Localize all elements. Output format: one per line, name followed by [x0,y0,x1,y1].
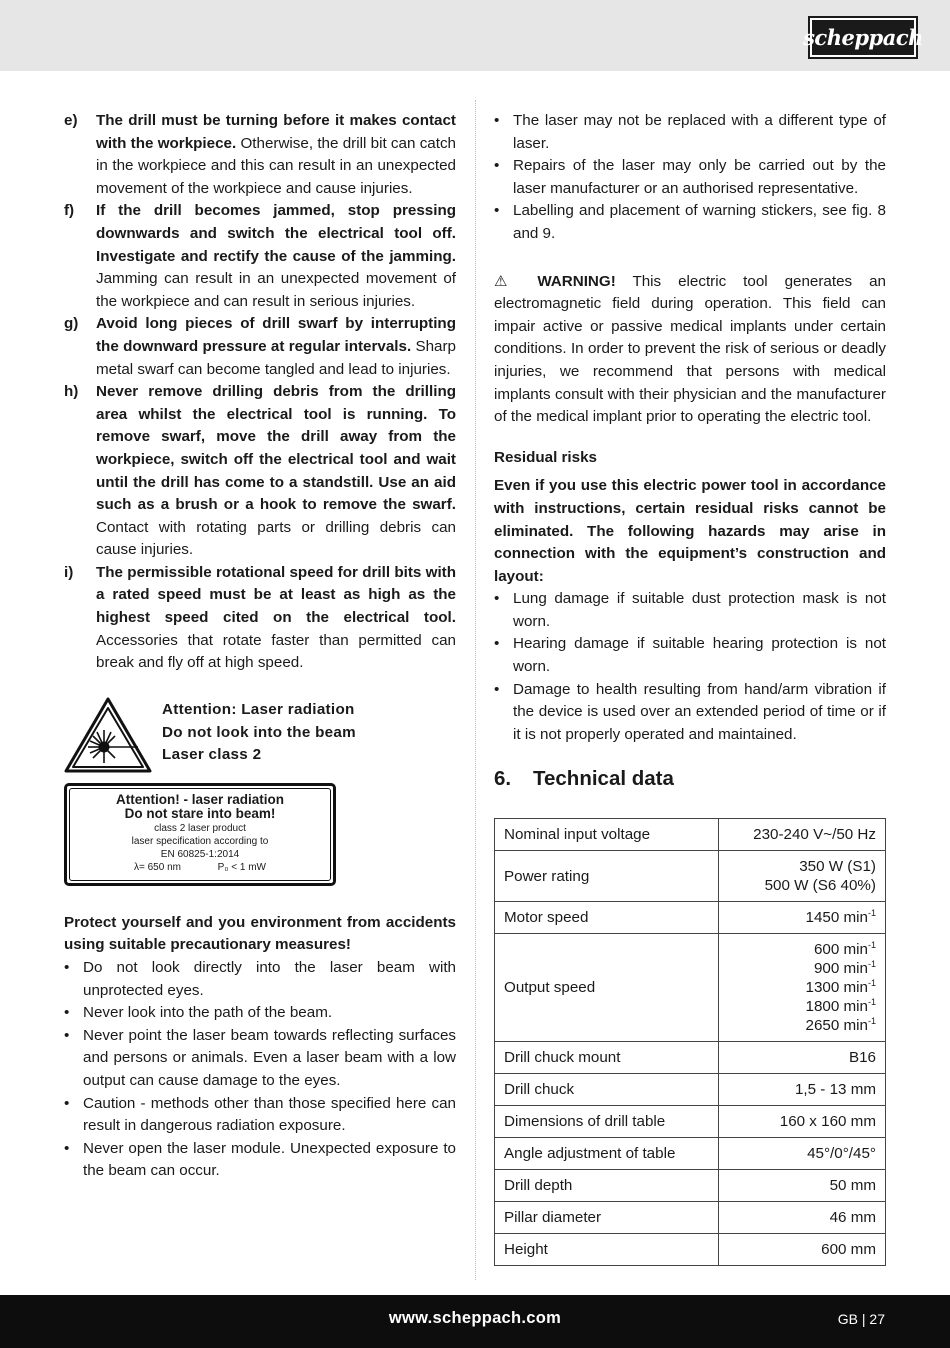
row-label: Pillar diameter [495,1202,719,1234]
laser-label [64,783,336,886]
exponent: -1 [867,1015,876,1026]
output-speed-2: 900 min [813,960,868,978]
table-row [495,1074,886,1106]
row-label: Nominal input voltage [495,819,719,851]
row-label: Dimensions of drill table [495,1106,719,1138]
technical-data-table [494,818,886,1266]
label-line-2: Do not stare into beam! [124,806,276,822]
safety-item-g [64,313,456,381]
laser-line-1: Attention: Laser radiation [162,700,355,718]
table-row [495,1106,886,1138]
row-value: 230-240 V~/50 Hz [719,819,886,851]
row-value: B16 [719,1042,886,1074]
label-line-3: class 2 laser product [154,822,246,834]
residual-heading: Residual risks [494,448,597,466]
residual-list [494,588,886,746]
row-value: 600 mm [719,1234,886,1266]
row-label: Drill chuck [495,1074,719,1106]
section-heading [494,768,886,791]
table-row [495,902,886,934]
warning-label: WARNING! [537,272,616,290]
footer-url: www.scheppach.com [388,1309,562,1327]
page-number: GB | 27 [837,1311,885,1327]
item-bold-text: Avoid long pieces of drill swarf by interrupting the downward pressure at regular intervals. [96,315,456,355]
laser-hazard-icon [64,697,152,773]
row-value: 1,5 - 13 mm [719,1074,886,1106]
table-row [495,934,886,1042]
safety-item-f [64,200,456,313]
table-row [495,1138,886,1170]
warning-text: This electric tool generates an electromagnetic field during operation. This field can impair active or passive medical implants under certain conditions. In order to prevent the risk of serious or deadly injuries, we recommend that persons with medical implants consult with their physician and the manufacturer of the medical implant prior to operating the electric tool. [494,272,886,426]
laser-warning [64,697,456,773]
list-item: • Caution - methods other than those specified here can result in dangerous radiation exposure. [64,1093,456,1138]
list-item: • Never point the laser beam towards reflecting surfaces and persons or animals. Even a laser beam with a low output can cause damage to the eyes. [64,1025,456,1093]
protect-heading: Protect yourself and you environment from accidents using suitable precautionary measures! [64,913,456,954]
item-bold-text: If the drill becomes jammed, stop pressing downwards and switch the electrical tool off. Investigate and rectify the cause of the jamming. [96,202,456,265]
list-item: • Repairs of the laser may only be carried out by the laser manufacturer or an authorised representative. [494,155,886,200]
motor-speed: 1450 min [805,909,868,927]
column-divider [475,100,476,1280]
warning-paragraph [494,271,886,429]
power-s6: 500 W (S6 40%) [764,877,876,895]
exponent: -1 [867,977,876,988]
list-item: • Hearing damage if suitable hearing protection is not worn. [494,633,886,678]
row-value: 160 x 160 mm [719,1106,886,1138]
right-column [494,110,886,1266]
exponent: -1 [867,958,876,969]
row-label: Drill depth [495,1170,719,1202]
row-value: 50 mm [719,1170,886,1202]
list-item: • The laser may not be replaced with a different type of laser. [494,110,886,155]
table-row [495,819,886,851]
left-column [64,110,456,1183]
list-item: • Never look into the path of the beam. [64,1002,456,1025]
list-item: • Do not look directly into the laser beam with unprotected eyes. [64,957,456,1002]
safety-item-h [64,381,456,562]
item-bold-text: The permissible rotational speed for drill bits with a rated speed must be at least as high as the highest speed cited on the electrical tool. [96,563,456,627]
item-label: g) [64,315,79,333]
power-s1: 350 W (S1) [799,858,876,876]
item-text: Sharp metal swarf can become tangled and lead to injuries. [96,337,456,378]
warning-triangle-icon: ⚠ [494,272,521,290]
row-label: Height [495,1234,719,1266]
scheppach-logo: scheppach [808,16,918,59]
table-row [495,851,886,902]
list-item: • Never open the laser module. Unexpected exposure to the beam can occur. [64,1138,456,1183]
row-value [719,934,886,1042]
label-line-5: EN 60825-1:2014 [160,848,240,860]
item-bold-text: The drill must be turning before it makes contact with the workpiece. [96,112,456,152]
laser-line-2: Do not look into the beam [162,723,356,741]
row-value: 46 mm [719,1202,886,1234]
row-value [719,851,886,902]
item-text: Jamming can result in an unexpected movement of the workpiece and can result in serious injuries. [96,270,456,310]
list-item: • Labelling and placement of warning stickers, see fig. 8 and 9. [494,200,886,245]
row-label: Motor speed [495,902,719,934]
row-value: 45°/0°/45° [719,1138,886,1170]
table-row [495,1170,886,1202]
item-text: Otherwise, the drill bit can catch in the workpiece and this can result in an unexpected movement of the workpiece and cause injuries. [96,134,456,197]
list-item: • Damage to health resulting from hand/arm vibration if the device is used over an extended period of time or if it is not properly operated and maintained. [494,679,886,747]
output-speed-5: 2650 min [805,1017,868,1035]
output-speed-4: 1800 min [805,998,868,1016]
label-power: P₀ < 1 mW [217,861,266,873]
item-label: i) [64,563,74,581]
page-footer [0,1295,950,1348]
exponent: -1 [867,996,876,1007]
item-text: Contact with rotating parts or drilling debris can cause injuries. [96,518,456,559]
label-line-4: laser specification according to [131,835,269,847]
table-row [495,1234,886,1266]
table-row [495,1202,886,1234]
row-value [719,902,886,934]
section-number: 6. [494,767,512,791]
item-label: h) [64,383,79,401]
row-label: Drill chuck mount [495,1042,719,1074]
page-header [0,0,950,71]
row-label: Power rating [495,851,719,902]
table-row [495,1042,886,1074]
item-label: f) [64,202,75,220]
safety-item-i [64,562,456,675]
protect-list [64,957,456,1183]
safety-item-e [64,110,456,200]
exponent: -1 [867,907,876,918]
item-bold-text: Never remove drilling debris from the drilling area whilst the electrical tool is running. To remove swarf, move the drill away from the workpiece, switch off the electrical tool and wait until the drill has come to a standstill. Use an aid such as a brush or a hook to remove the swarf. [96,383,456,514]
row-label: Angle adjustment of table [495,1138,719,1170]
exponent: -1 [867,939,876,950]
laser-rules-list [494,110,886,246]
item-text: Accessories that rotate faster than permitted can break and fly off at high speed. [96,631,456,672]
list-item: • Lung damage if suitable dust protection mask is not worn. [494,588,886,633]
laser-line-3: Laser class 2 [162,746,262,764]
item-label: e) [64,112,78,129]
label-line-1: Attention! - laser radiation [115,791,284,807]
output-speed-1: 600 min [813,941,868,959]
label-wavelength: λ= 650 nm [134,861,181,873]
residual-intro: Even if you use this electric power tool in accordance with instructions, certain residual risks cannot be eliminated. The following hazards may arise in connection with the equipment’s construction and layout: [494,477,886,585]
section-title: Technical data [533,767,674,791]
row-label: Output speed [495,934,719,1042]
output-speed-3: 1300 min [805,979,868,997]
